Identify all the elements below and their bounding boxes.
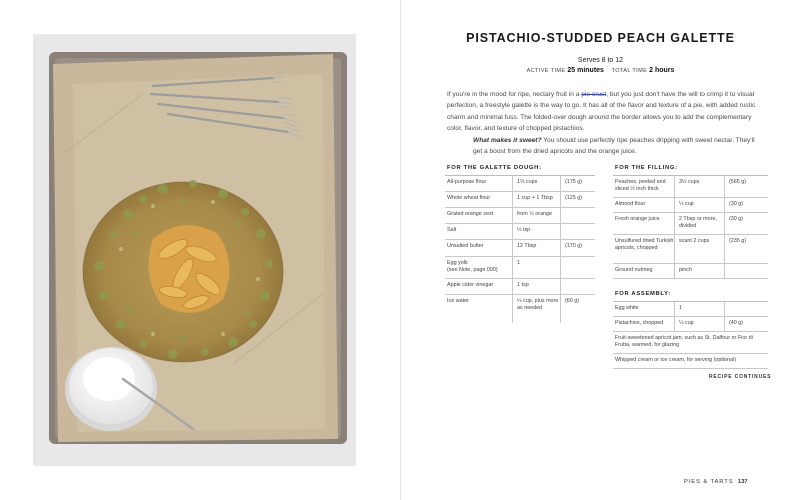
table-row (613, 213, 768, 235)
serves: Serves 8 to 12 (577, 57, 624, 64)
table-row (445, 224, 595, 240)
table-row (613, 317, 768, 332)
ingredient-qty: 3½ cups (675, 176, 725, 197)
ingredient-qty: ½ tsp (513, 224, 561, 239)
table-row (445, 208, 595, 224)
ingredient-name: Peaches, peeled and sliced ½ inch thick (613, 176, 675, 197)
ingredient-name: Almond flour (613, 198, 675, 212)
ingredient-qty: 1 (675, 302, 725, 316)
page-number: 137 (737, 479, 748, 485)
galette-dough-table (445, 175, 595, 323)
intro-text (447, 89, 759, 157)
ingredient-qty: ¼ cup (675, 317, 725, 331)
recipe-times (401, 67, 800, 74)
footer-section: PIES & TARTS (684, 479, 734, 485)
ingredient-qty: 1⅓ cups (513, 176, 561, 191)
ingredient-name: Fresh orange juice (613, 213, 675, 234)
assembly-heading: FOR ASSEMBLY: (615, 291, 671, 297)
ingredient-grams (561, 208, 595, 223)
ingredient-name: Unsulfured dried Turkish apricots, chopped (613, 235, 675, 263)
recipe-continues: RECIPE CONTINUES (709, 374, 772, 380)
ingredient-grams: (60 g) (565, 298, 580, 304)
ingredient-qty: pinch (675, 264, 725, 278)
ingredient-full: Whipped cream or ice cream, for serving (optional) (615, 357, 737, 363)
table-row (445, 295, 595, 323)
filling-table (613, 175, 768, 279)
table-row (613, 176, 768, 198)
ingredient-name: Ground nutmeg (613, 264, 675, 278)
table-row (445, 279, 595, 295)
ingredient-grams (725, 264, 768, 278)
ingredient-name: Unsalted butter (445, 240, 513, 256)
ingredient-qty: 1 (513, 257, 561, 278)
ingredient-name (445, 257, 513, 278)
table-row (445, 257, 595, 279)
table-row (613, 302, 768, 317)
table-row (445, 176, 595, 192)
ingredient-qty: scant 2 cups (675, 235, 725, 263)
ingredient-full: Fruit-sweetened apricot jam, such as St. Dalfour or Fior di Frutta, warmed, for glazing (615, 335, 753, 348)
ingredient-name-line1: Egg yolk (447, 260, 468, 266)
ingredient-qty: 12 Tbsp (513, 240, 561, 256)
ingredient-grams (561, 279, 595, 294)
filling-heading: FOR THE FILLING: (615, 165, 678, 171)
intro-paragraph-2 (447, 135, 759, 158)
total-time-value: 2 hours (649, 67, 675, 74)
right-page (401, 0, 800, 500)
table-row (613, 235, 768, 264)
ingredient-grams: (175 g) (565, 179, 583, 185)
ingredient-name: Ice water (445, 295, 513, 323)
ingredient-qty: 1 tsp (513, 279, 561, 294)
ingredient-grams (725, 302, 768, 316)
active-time-value: 25 minutes (567, 67, 604, 74)
ingredient-name: Egg white (613, 302, 675, 316)
ingredient-grams: (565 g) (729, 179, 747, 185)
recipe-title: PISTACHIO-STUDDED PEACH GALETTE (466, 31, 735, 45)
intro-text-a: If you're in the mood for ripe, nectary fruit in a (447, 91, 582, 98)
ingredient-note: (see Note, page 000) (447, 267, 498, 273)
ingredient-grams: (170 g) (565, 243, 583, 249)
table-row (613, 354, 768, 369)
ingredient-grams: (125 g) (565, 195, 583, 201)
assembly-table (613, 301, 768, 369)
ingredient-qty: from ½ orange (513, 208, 561, 223)
strikethrough-edit: pie crust (581, 91, 607, 98)
ingredient-grams: (30 g) (729, 201, 744, 207)
intro-question: What makes it sweet? (473, 136, 542, 144)
ingredient-name: Grated orange zest (445, 208, 513, 223)
ingredient-name: Pistachios, chopped (613, 317, 675, 331)
galette-photo (33, 34, 356, 466)
total-time-label: TOTAL TIME (611, 68, 648, 74)
intro-text-b: , but you just don't have the will to crimp it to visual perfection, a freestyle galette is the way to go. It has all of the flavor and texture of a pie, with added rustic charm and minimal fuss. The folded-over dough around the border allows you to add the complementary color, flavor, and texture of chopped pistachios. (447, 91, 756, 133)
galette-dough-heading: FOR THE GALETTE DOUGH: (447, 165, 542, 171)
ingredient-name: All-purpose flour (445, 176, 513, 191)
ingredient-qty: 2 Tbsp or more, divided (675, 213, 725, 234)
active-time-label: ACTIVE TIME (526, 68, 566, 74)
ingredient-name: Apple cider vinegar (445, 279, 513, 294)
ingredient-grams (561, 257, 595, 278)
table-row (613, 332, 768, 354)
intro-paragraph-1 (447, 89, 759, 135)
ingredient-grams: (40 g) (729, 320, 744, 326)
page-footer (684, 479, 748, 485)
ingredient-grams: (235 g) (729, 238, 747, 244)
ingredient-grams: (30 g) (729, 216, 744, 222)
ingredient-name: Salt (445, 224, 513, 239)
ingredient-qty: 1 cup + 1 Tbsp (513, 192, 561, 207)
ingredient-qty: ¼ cup, plus more as needed (513, 295, 561, 323)
table-row (445, 240, 595, 257)
ingredient-grams (561, 224, 595, 239)
table-row (445, 192, 595, 208)
table-row (613, 264, 768, 279)
ingredient-qty: ¼ cup (675, 198, 725, 212)
ingredient-name: Whole wheat flour (445, 192, 513, 207)
table-row (613, 198, 768, 213)
intro-answer: You should use perfectly ripe peaches dripping with sweet nectar. They'll get a boost from the dried apricots and the orange juice. (473, 136, 755, 156)
